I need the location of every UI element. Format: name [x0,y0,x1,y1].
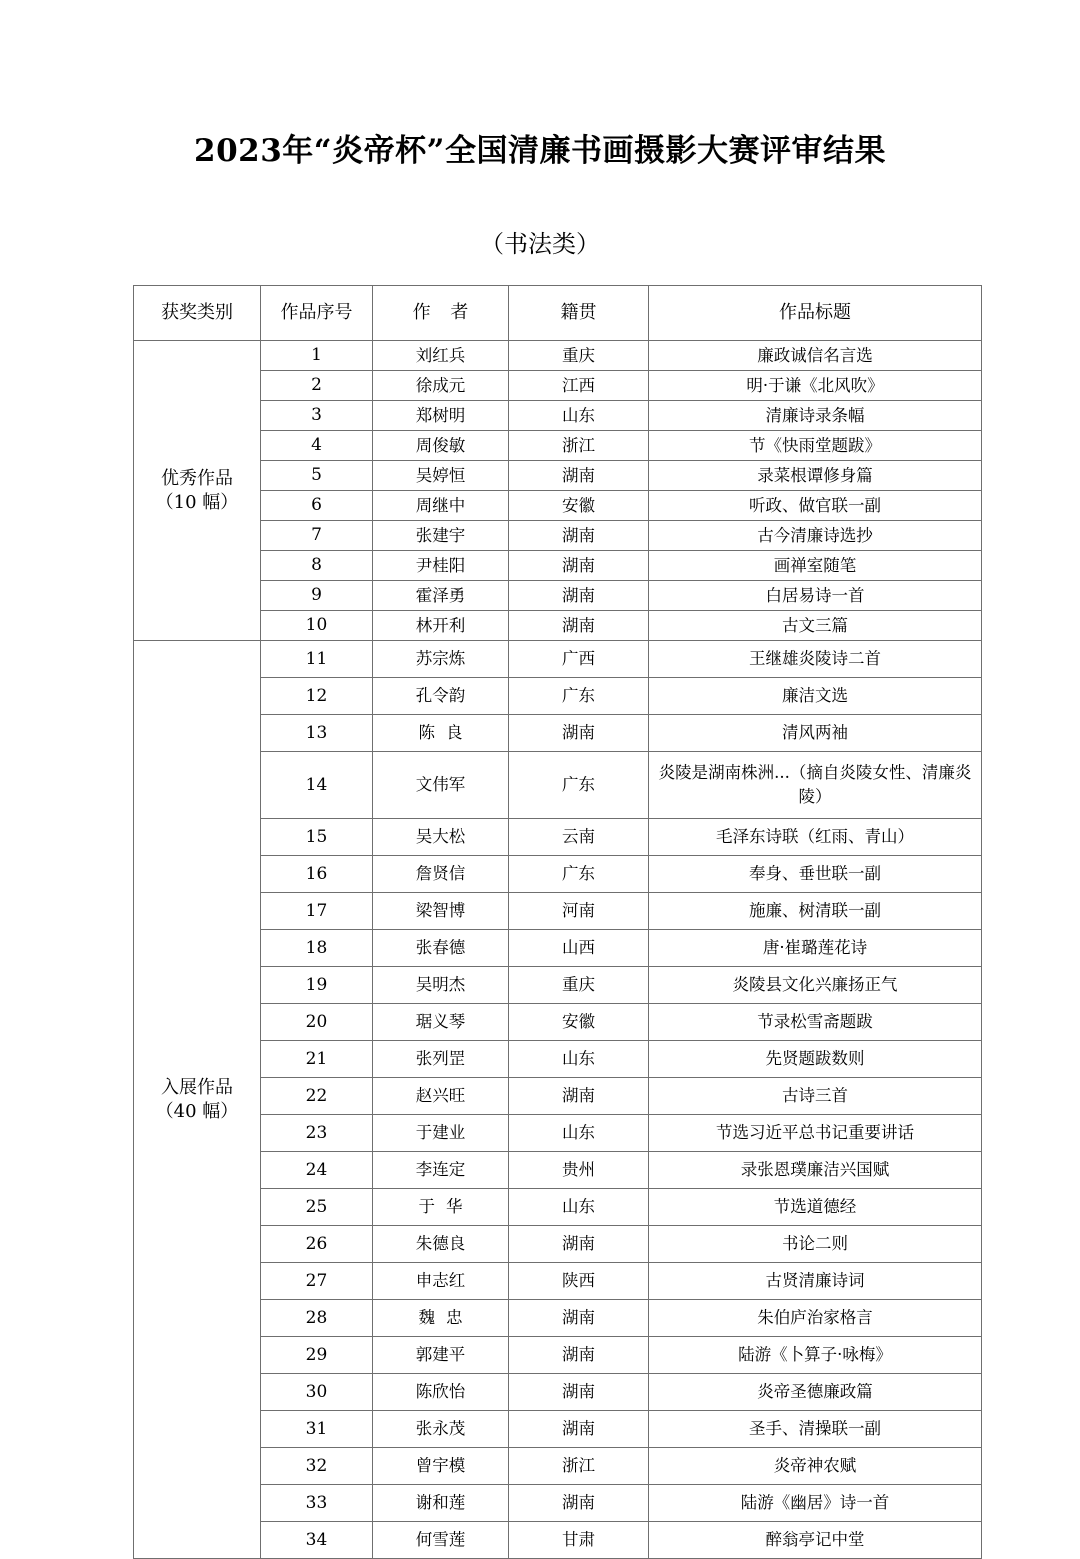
table-row [134,678,982,715]
work-title-cell: 古文三篇 [649,611,982,641]
author-cell: 詹贤信 [373,856,509,893]
work-title-cell: 施廉、树清联一副 [649,893,982,930]
category-name: 优秀作品 [161,467,233,489]
author-cell: 霍泽勇 [373,581,509,611]
column-header-category: 获奖类别 [134,286,261,341]
hometown-cell: 浙江 [509,1448,649,1485]
work-number-cell: 10 [261,611,373,641]
results-table-container [133,285,981,1559]
work-number-cell: 32 [261,1448,373,1485]
work-number-cell: 16 [261,856,373,893]
work-title-cell: 陆游《卜算子·咏梅》 [649,1337,982,1374]
author-cell: 陈良 [373,715,509,752]
work-number-cell: 27 [261,1263,373,1300]
table-row [134,1041,982,1078]
author-cell: 吴婷恒 [373,461,509,491]
category-cell [134,641,261,1559]
work-title-cell: 唐·崔璐莲花诗 [649,930,982,967]
column-header-number: 作品序号 [261,286,373,341]
hometown-cell: 浙江 [509,431,649,461]
table-row [134,461,982,491]
hometown-cell: 湖南 [509,581,649,611]
table-row [134,1300,982,1337]
work-title-cell: 廉洁文选 [649,678,982,715]
work-number-cell: 29 [261,1337,373,1374]
hometown-cell: 陕西 [509,1263,649,1300]
page-subtitle: （书法类） [480,229,600,258]
hometown-cell: 重庆 [509,967,649,1004]
work-number-cell: 3 [261,401,373,431]
table-row [134,521,982,551]
work-title-cell: 画禅室随笔 [649,551,982,581]
author-cell: 郑树明 [373,401,509,431]
table-row [134,893,982,930]
author-cell: 谢和莲 [373,1485,509,1522]
author-cell: 梁智博 [373,893,509,930]
work-number-cell: 15 [261,819,373,856]
author-cell: 于华 [373,1189,509,1226]
author-cell: 于建业 [373,1115,509,1152]
hometown-cell: 湖南 [509,1226,649,1263]
table-row [134,1448,982,1485]
work-title-cell: 清廉诗录条幅 [649,401,982,431]
table-row [134,1189,982,1226]
hometown-cell: 山东 [509,1115,649,1152]
table-row [134,491,982,521]
hometown-cell: 湖南 [509,715,649,752]
work-number-cell: 8 [261,551,373,581]
work-number-cell: 13 [261,715,373,752]
table-row [134,371,982,401]
category-name: 入展作品 [161,1076,233,1098]
work-title-cell: 听政、做官联一副 [649,491,982,521]
table-row [134,1522,982,1559]
author-cell: 李连定 [373,1152,509,1189]
hometown-cell: 湖南 [509,1411,649,1448]
author-cell: 孔令韵 [373,678,509,715]
work-number-cell: 5 [261,461,373,491]
work-title-cell: 节《快雨堂题跋》 [649,431,982,461]
work-title-cell: 炎陵是湖南株洲...（摘自炎陵女性、清廉炎陵） [649,752,982,819]
work-title-cell: 节选道德经 [649,1189,982,1226]
hometown-cell: 湖南 [509,1300,649,1337]
author-cell: 郭建平 [373,1337,509,1374]
hometown-cell: 湖南 [509,1078,649,1115]
table-row [134,1078,982,1115]
column-header-hometown: 籍贯 [509,286,649,341]
hometown-cell: 安徽 [509,491,649,521]
table-header-row [134,286,982,341]
work-title-cell: 圣手、清操联一副 [649,1411,982,1448]
category-count: （40 幅） [155,1100,239,1122]
work-number-cell: 18 [261,930,373,967]
author-cell: 张建宇 [373,521,509,551]
work-number-cell: 11 [261,641,373,678]
hometown-cell: 贵州 [509,1152,649,1189]
work-number-cell: 19 [261,967,373,1004]
table-row [134,551,982,581]
author-cell: 吴明杰 [373,967,509,1004]
column-header-title: 作品标题 [649,286,982,341]
work-number-cell: 28 [261,1300,373,1337]
table-row [134,715,982,752]
author-cell: 文伟军 [373,752,509,819]
hometown-cell: 山东 [509,1041,649,1078]
work-number-cell: 23 [261,1115,373,1152]
table-row [134,752,982,819]
category-cell [134,341,261,641]
work-title-cell: 先贤题跋数则 [649,1041,982,1078]
work-number-cell: 21 [261,1041,373,1078]
work-number-cell: 14 [261,752,373,819]
author-cell: 苏宗炼 [373,641,509,678]
author-cell: 张春德 [373,930,509,967]
table-row [134,1115,982,1152]
work-title-cell: 古诗三首 [649,1078,982,1115]
table-row [134,967,982,1004]
work-title-cell: 毛泽东诗联（红雨、青山） [649,819,982,856]
table-row [134,581,982,611]
table-row [134,819,982,856]
work-number-cell: 9 [261,581,373,611]
results-table [133,285,982,1559]
table-row [134,930,982,967]
hometown-cell: 湖南 [509,1374,649,1411]
work-title-cell: 廉政诚信名言选 [649,341,982,371]
work-title-cell: 王继雄炎陵诗二首 [649,641,982,678]
work-number-cell: 30 [261,1374,373,1411]
work-number-cell: 25 [261,1189,373,1226]
work-number-cell: 12 [261,678,373,715]
work-title-cell: 录菜根谭修身篇 [649,461,982,491]
table-row [134,611,982,641]
work-title-cell: 古今清廉诗选抄 [649,521,982,551]
table-row [134,1263,982,1300]
hometown-cell: 湖南 [509,461,649,491]
hometown-cell: 广西 [509,641,649,678]
work-number-cell: 31 [261,1411,373,1448]
table-header [134,286,982,341]
hometown-cell: 甘肃 [509,1522,649,1559]
author-cell: 曾宇模 [373,1448,509,1485]
work-title-cell: 白居易诗一首 [649,581,982,611]
work-title-cell: 醉翁亭记中堂 [649,1522,982,1559]
table-body [134,341,982,1559]
work-title-cell: 炎帝神农赋 [649,1448,982,1485]
work-number-cell: 17 [261,893,373,930]
author-cell: 朱德良 [373,1226,509,1263]
work-title-cell: 朱伯庐治家格言 [649,1300,982,1337]
category-count: （10 幅） [155,491,239,513]
hometown-cell: 湖南 [509,1337,649,1374]
hometown-cell: 广东 [509,678,649,715]
work-number-cell: 22 [261,1078,373,1115]
author-cell: 徐成元 [373,371,509,401]
hometown-cell: 广东 [509,856,649,893]
table-row [134,1004,982,1041]
work-title-cell: 书论二则 [649,1226,982,1263]
work-title-cell: 节录松雪斋题跋 [649,1004,982,1041]
work-number-cell: 7 [261,521,373,551]
author-cell: 刘红兵 [373,341,509,371]
author-cell: 赵兴旺 [373,1078,509,1115]
hometown-cell: 安徽 [509,1004,649,1041]
table-row [134,1485,982,1522]
work-number-cell: 33 [261,1485,373,1522]
hometown-cell: 河南 [509,893,649,930]
column-header-author: 作 者 [373,286,509,341]
work-title-cell: 节选习近平总书记重要讲话 [649,1115,982,1152]
hometown-cell: 山东 [509,1189,649,1226]
hometown-cell: 湖南 [509,611,649,641]
work-number-cell: 2 [261,371,373,401]
table-row [134,1337,982,1374]
author-cell: 尹桂阳 [373,551,509,581]
table-row [134,1411,982,1448]
page-title: 2023年“炎帝杯”全国清廉书画摄影大赛评审结果 [194,133,886,169]
work-title-cell: 炎陵县文化兴廉扬正气 [649,967,982,1004]
author-cell: 张列罡 [373,1041,509,1078]
work-title-cell: 陆游《幽居》诗一首 [649,1485,982,1522]
table-row [134,641,982,678]
author-cell: 魏忠 [373,1300,509,1337]
table-row [134,1152,982,1189]
author-cell: 申志红 [373,1263,509,1300]
hometown-cell: 江西 [509,371,649,401]
author-cell: 琚义琴 [373,1004,509,1041]
table-row [134,341,982,371]
author-cell: 吴大松 [373,819,509,856]
table-row [134,1374,982,1411]
work-title-cell: 录张恩璞廉洁兴国赋 [649,1152,982,1189]
hometown-cell: 云南 [509,819,649,856]
hometown-cell: 山东 [509,401,649,431]
work-title-cell: 古贤清廉诗词 [649,1263,982,1300]
table-row [134,431,982,461]
work-number-cell: 6 [261,491,373,521]
work-number-cell: 34 [261,1522,373,1559]
table-row [134,401,982,431]
table-row [134,856,982,893]
hometown-cell: 重庆 [509,341,649,371]
hometown-cell: 湖南 [509,521,649,551]
work-number-cell: 26 [261,1226,373,1263]
author-cell: 林开利 [373,611,509,641]
hometown-cell: 湖南 [509,551,649,581]
work-title-cell: 炎帝圣德廉政篇 [649,1374,982,1411]
hometown-cell: 广东 [509,752,649,819]
work-number-cell: 1 [261,341,373,371]
author-cell: 张永茂 [373,1411,509,1448]
author-cell: 何雪莲 [373,1522,509,1559]
table-row [134,1226,982,1263]
work-number-cell: 24 [261,1152,373,1189]
author-cell: 周俊敏 [373,431,509,461]
author-cell: 陈欣怡 [373,1374,509,1411]
work-title-cell: 奉身、垂世联一副 [649,856,982,893]
author-cell: 周继中 [373,491,509,521]
hometown-cell: 湖南 [509,1485,649,1522]
work-title-cell: 清风两袖 [649,715,982,752]
work-title-cell: 明·于谦《北风吹》 [649,371,982,401]
work-number-cell: 20 [261,1004,373,1041]
work-number-cell: 4 [261,431,373,461]
hometown-cell: 山西 [509,930,649,967]
